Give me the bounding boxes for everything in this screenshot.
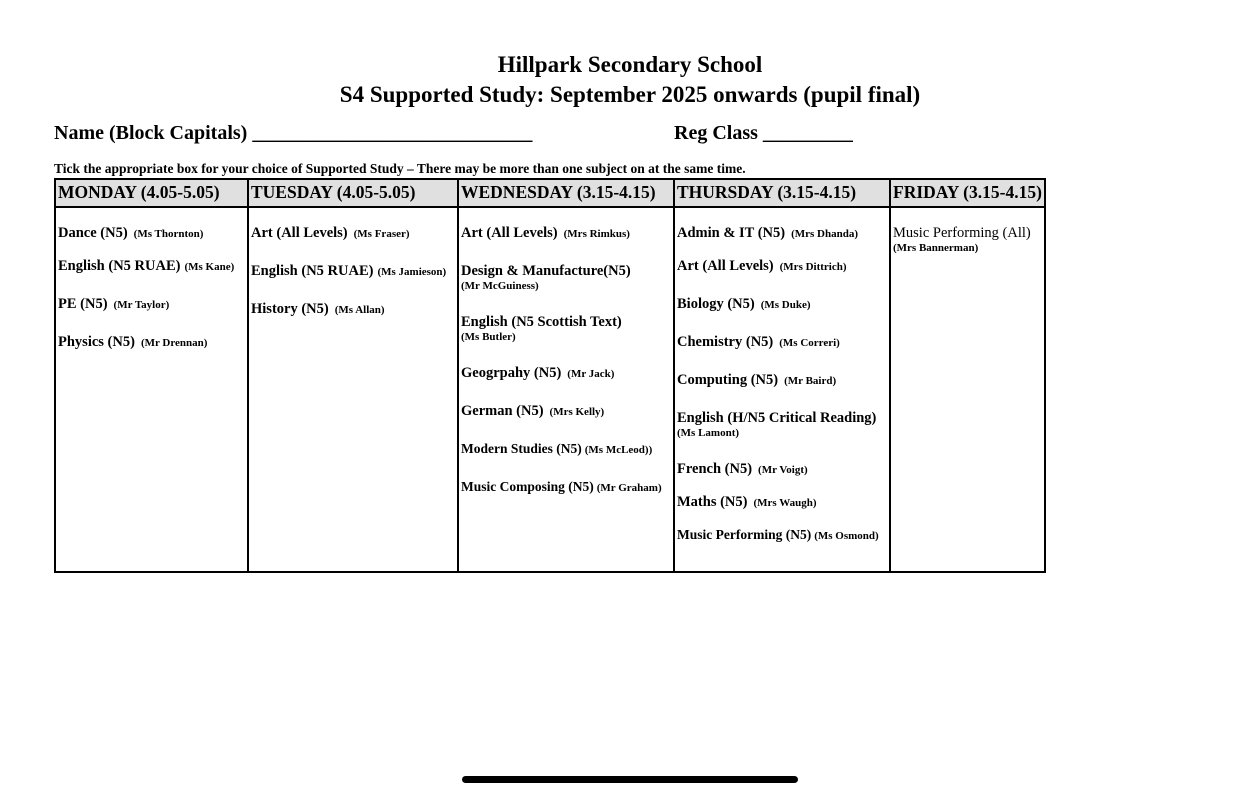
teacher-name: (Mr Taylor) xyxy=(113,299,170,311)
teacher-name: (Ms Kane) xyxy=(184,261,235,273)
day-body-monday xyxy=(56,208,249,571)
subject-name: English (N5 RUAE) xyxy=(58,258,181,274)
study-option[interactable] xyxy=(251,262,457,281)
study-option[interactable] xyxy=(677,526,889,545)
subject-name: English (N5 Scottish Text) xyxy=(461,314,622,330)
study-option[interactable] xyxy=(251,224,457,243)
subject-name: German (N5) xyxy=(461,403,544,419)
name-field[interactable]: Name (Block Capitals) ____________________________ xyxy=(54,122,533,144)
subject-name: PE (N5) xyxy=(58,296,108,312)
teacher-name: (Mr McGuiness) xyxy=(461,280,539,292)
study-option[interactable] xyxy=(461,313,673,344)
subject-name: Art (All Levels) xyxy=(677,258,774,274)
day-heading-friday: FRIDAY (3.15-4.15) xyxy=(891,180,1044,208)
subject-name: Physics (N5) xyxy=(58,334,135,350)
subject-name: History (N5) xyxy=(251,301,329,317)
teacher-name: (Ms Fraser) xyxy=(353,228,410,240)
day-heading-wednesday: WEDNESDAY (3.15-4.15) xyxy=(459,180,673,208)
subject-name: Music Composing (N5) xyxy=(461,479,594,494)
teacher-name: (Ms Allan) xyxy=(334,304,385,316)
study-option[interactable] xyxy=(677,257,889,276)
study-option[interactable] xyxy=(461,364,673,383)
study-option[interactable] xyxy=(461,440,673,459)
reg-class-field[interactable]: Reg Class _________ xyxy=(674,122,853,144)
teacher-name: (Ms Lamont) xyxy=(677,427,740,439)
document-subtitle: S4 Supported Study: September 2025 onwards (pupil final) xyxy=(339,82,921,107)
study-option[interactable] xyxy=(677,409,889,440)
subject-name: Maths (N5) xyxy=(677,494,748,510)
teacher-name: (Ms Thornton) xyxy=(133,228,204,240)
teacher-name: (Mr Voigt) xyxy=(758,464,808,476)
subject-name: Biology (N5) xyxy=(677,296,755,312)
study-option[interactable] xyxy=(677,460,889,479)
study-option[interactable] xyxy=(58,333,249,352)
study-option[interactable] xyxy=(58,257,249,276)
instruction-text: Tick the appropriate box for your choice of Supported Study – There may be more than one subject on at the same time. xyxy=(54,161,746,176)
day-heading-monday: MONDAY (4.05-5.05) xyxy=(56,180,249,208)
subject-name: Art (All Levels) xyxy=(251,225,348,241)
school-title: Hillpark Secondary School xyxy=(497,52,763,77)
subject-name: Geogrpahy (N5) xyxy=(461,365,562,381)
teacher-name: (Mrs Waugh) xyxy=(753,497,817,509)
study-option[interactable] xyxy=(677,333,889,352)
subject-name: English (N5 RUAE) xyxy=(251,263,374,279)
column-tuesday xyxy=(247,180,457,571)
teacher-name: (Mrs Dhanda) xyxy=(791,228,859,240)
day-heading-thursday: THURSDAY (3.15-4.15) xyxy=(675,180,889,208)
subject-name: Admin & IT (N5) xyxy=(677,225,786,241)
subject-name: Computing (N5) xyxy=(677,372,779,388)
subject-name: Chemistry (N5) xyxy=(677,334,774,350)
study-option[interactable] xyxy=(461,224,673,243)
teacher-name: (Mrs Rimkus) xyxy=(563,228,630,240)
subject-name: French (N5) xyxy=(677,461,753,477)
subject-name: English (H/N5 Critical Reading) xyxy=(677,410,877,426)
study-option[interactable] xyxy=(677,224,889,243)
column-monday xyxy=(56,180,249,571)
teacher-name: (Mr Graham) xyxy=(596,482,662,494)
teacher-name: (Mr Jack) xyxy=(567,368,615,380)
study-option[interactable] xyxy=(893,224,1044,255)
day-body-thursday xyxy=(675,208,889,571)
home-indicator-bar[interactable] xyxy=(462,776,798,783)
teacher-name: (Mrs Bannerman) xyxy=(893,242,979,254)
subject-name: Design & Manufacture(N5) xyxy=(461,263,631,279)
teacher-name: (Ms Duke) xyxy=(760,299,811,311)
subject-name: Music Performing (N5) xyxy=(677,527,812,542)
teacher-name: (Ms McLeod)) xyxy=(584,444,653,456)
teacher-name: (Ms Butler) xyxy=(461,331,516,343)
day-heading-tuesday: TUESDAY (4.05-5.05) xyxy=(249,180,457,208)
teacher-name: (Mr Drennan) xyxy=(140,337,208,349)
teacher-name: (Mrs Dittrich) xyxy=(779,261,847,273)
study-option[interactable] xyxy=(461,478,673,497)
study-option[interactable] xyxy=(677,371,889,390)
day-body-wednesday xyxy=(459,208,673,571)
teacher-name: (Mrs Kelly) xyxy=(549,406,605,418)
teacher-name: (Ms Correri) xyxy=(779,337,840,349)
study-option[interactable] xyxy=(58,224,249,243)
day-body-tuesday xyxy=(249,208,457,571)
study-option[interactable] xyxy=(461,402,673,421)
column-thursday xyxy=(673,180,889,571)
study-option[interactable] xyxy=(461,262,673,293)
teacher-name: (Mr Baird) xyxy=(784,375,837,387)
teacher-name: (Ms Jamieson) xyxy=(377,266,447,278)
study-option[interactable] xyxy=(58,295,249,314)
subject-name: Modern Studies (N5) xyxy=(461,441,582,456)
subject-name: Music Performing (All) xyxy=(893,225,1031,241)
timetable-grid xyxy=(54,178,1046,573)
day-body-friday xyxy=(891,208,1044,571)
study-option[interactable] xyxy=(677,493,889,512)
study-option[interactable] xyxy=(251,300,457,319)
teacher-name: (Ms Osmond) xyxy=(814,530,879,542)
subject-name: Dance (N5) xyxy=(58,225,128,241)
column-friday xyxy=(889,180,1044,571)
column-wednesday xyxy=(457,180,673,571)
subject-name: Art (All Levels) xyxy=(461,225,558,241)
study-option[interactable] xyxy=(677,295,889,314)
